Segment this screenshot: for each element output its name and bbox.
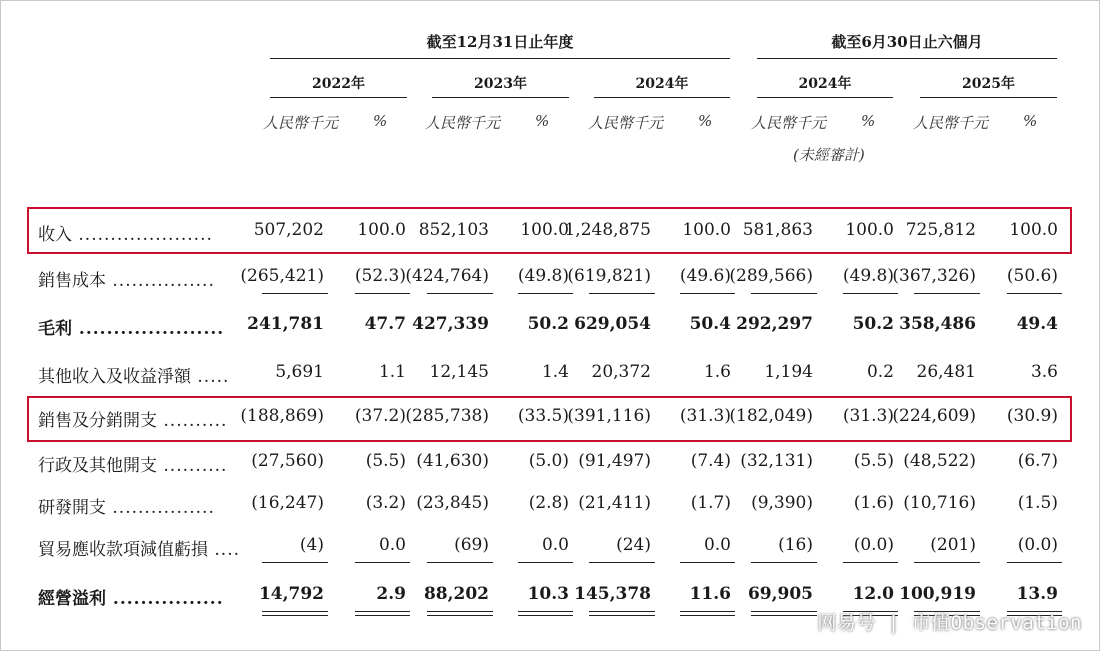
- total-double-underline: [427, 615, 493, 616]
- total-double-underline: [680, 611, 735, 612]
- cell-rd-expenses-col5: (1.7): [690, 493, 731, 513]
- cell-selling-distribution-expenses-col5: (31.3): [679, 406, 731, 426]
- cell-revenue-col5: 100.0: [682, 220, 731, 240]
- cell-gross-profit-col6: 292,297: [736, 314, 813, 334]
- cell-trade-receivables-impairment-col5: 0.0: [703, 535, 731, 555]
- cell-admin-other-expenses-col0: (27,560): [251, 451, 324, 471]
- unit-amount-2024-annual: 人民幣千元: [588, 114, 664, 132]
- subtotal-underline: [427, 562, 493, 563]
- cell-cost-of-sales-col5: (49.6): [679, 266, 731, 286]
- cell-cost-of-sales-col1: (52.3): [354, 266, 406, 286]
- cell-trade-receivables-impairment-col1: 0.0: [378, 535, 406, 555]
- row-label-text: 經營溢利: [38, 589, 106, 609]
- cell-other-income-col8: 26,481: [916, 362, 976, 382]
- subtotal-underline: [914, 562, 980, 563]
- cell-admin-other-expenses-col7: (5.5): [853, 451, 894, 471]
- cell-revenue-col9: 100.0: [1009, 220, 1058, 240]
- cell-other-income-col2: 12,145: [429, 362, 489, 382]
- cell-trade-receivables-impairment-col3: 0.0: [541, 535, 569, 555]
- cell-selling-distribution-expenses-col6: (182,049): [729, 406, 813, 426]
- row-label-text: 毛利: [38, 319, 72, 339]
- cell-gross-profit-col2: 427,339: [412, 314, 489, 334]
- cell-trade-receivables-impairment-col9: (0.0): [1017, 535, 1058, 555]
- cell-admin-other-expenses-col4: (91,497): [578, 451, 651, 471]
- cell-cost-of-sales-col6: (289,566): [729, 266, 813, 286]
- row-label-text: 其他收入及收益淨額: [38, 367, 191, 387]
- cell-rd-expenses-col6: (9,390): [751, 493, 813, 513]
- cell-trade-receivables-impairment-col6: (16): [778, 535, 813, 555]
- row-label-text: 貿易應收款項減值虧損: [38, 540, 208, 560]
- cell-trade-receivables-impairment-col8: (201): [930, 535, 976, 555]
- cell-cost-of-sales-col3: (49.8): [517, 266, 569, 286]
- unit-amount-2022: 人民幣千元: [263, 114, 339, 132]
- cell-revenue-col8: 725,812: [905, 220, 976, 240]
- subtotal-underline: [518, 293, 573, 294]
- unit-percent-2024-annual: %: [698, 112, 713, 130]
- cell-rd-expenses-col7: (1.6): [853, 493, 894, 513]
- unit-percent-2025: %: [1023, 112, 1038, 130]
- total-double-underline: [427, 611, 493, 612]
- row-label-cost-of-sales: [38, 266, 215, 291]
- dot-leader: ................: [106, 589, 224, 609]
- cell-revenue-col2: 852,103: [418, 220, 489, 240]
- total-double-underline: [262, 615, 328, 616]
- total-double-underline: [589, 615, 655, 616]
- year-header-2024-half: 2024年: [798, 76, 852, 92]
- dot-leader: .....................: [72, 319, 225, 339]
- unit-amount-2024-half: 人民幣千元: [751, 114, 827, 132]
- period-rule-six-months: [757, 58, 1057, 59]
- dot-leader: .....................: [72, 225, 213, 245]
- cell-rd-expenses-col2: (23,845): [416, 493, 489, 513]
- year-rule-2024-annual: [594, 97, 730, 98]
- row-label-text: 行政及其他開支: [38, 456, 157, 476]
- year-header-2023: 2023年: [474, 76, 527, 92]
- cell-revenue-col0: 507,202: [253, 220, 324, 240]
- total-double-underline: [589, 611, 655, 612]
- cell-cost-of-sales-col8: (367,326): [892, 266, 976, 286]
- period-rule-annual: [270, 58, 730, 59]
- cell-other-income-col9: 3.6: [1030, 362, 1058, 382]
- dot-leader: .....: [191, 367, 230, 387]
- cell-other-income-col1: 1.1: [378, 362, 406, 382]
- cell-operating-profit-col5: 11.6: [689, 584, 731, 604]
- cell-trade-receivables-impairment-col7: (0.0): [853, 535, 894, 555]
- year-header-2024-annual: 2024年: [635, 76, 689, 92]
- cell-selling-distribution-expenses-col8: (224,609): [892, 406, 976, 426]
- cell-operating-profit-col0: 14,792: [258, 584, 324, 604]
- cell-gross-profit-col8: 358,486: [899, 314, 976, 334]
- cell-revenue-col6: 581,863: [742, 220, 813, 240]
- year-rule-2024-half: [757, 97, 893, 98]
- subtotal-underline: [680, 293, 735, 294]
- period-header-annual: 截至12月31日止年度: [426, 33, 574, 51]
- total-double-underline: [262, 611, 328, 612]
- cell-revenue-col7: 100.0: [845, 220, 894, 240]
- subtotal-underline: [680, 562, 735, 563]
- row-label-rd-expenses: [38, 493, 215, 518]
- unit-percent-2022: %: [373, 112, 388, 130]
- cell-rd-expenses-col3: (2.8): [528, 493, 569, 513]
- cell-trade-receivables-impairment-col4: (24): [616, 535, 651, 555]
- unit-percent-2024-half: %: [861, 112, 876, 130]
- cell-cost-of-sales-col0: (265,421): [240, 266, 324, 286]
- cell-selling-distribution-expenses-col0: (188,869): [240, 406, 324, 426]
- subtotal-underline: [914, 293, 980, 294]
- dot-leader: ................: [106, 271, 215, 291]
- subtotal-underline: [262, 293, 328, 294]
- cell-admin-other-expenses-col6: (32,131): [740, 451, 813, 471]
- cell-trade-receivables-impairment-col2: (69): [454, 535, 489, 555]
- cell-operating-profit-col2: 88,202: [423, 584, 489, 604]
- cell-gross-profit-col0: 241,781: [247, 314, 324, 334]
- subtotal-underline: [843, 293, 898, 294]
- cell-other-income-col4: 20,372: [591, 362, 651, 382]
- cell-admin-other-expenses-col9: (6.7): [1017, 451, 1058, 471]
- subtotal-underline: [518, 562, 573, 563]
- cell-operating-profit-col8: 100,919: [899, 584, 976, 604]
- row-label-revenue: [38, 220, 213, 245]
- cell-admin-other-expenses-col2: (41,630): [416, 451, 489, 471]
- cell-cost-of-sales-col9: (50.6): [1006, 266, 1058, 286]
- subtotal-underline: [262, 562, 328, 563]
- cell-gross-profit-col5: 50.4: [689, 314, 731, 334]
- cell-rd-expenses-col4: (21,411): [578, 493, 651, 513]
- cell-selling-distribution-expenses-col9: (30.9): [1006, 406, 1058, 426]
- cell-other-income-col5: 1.6: [703, 362, 731, 382]
- cell-rd-expenses-col9: (1.5): [1017, 493, 1058, 513]
- cell-other-income-col6: 1,194: [764, 362, 813, 382]
- cell-admin-other-expenses-col1: (5.5): [365, 451, 406, 471]
- subtotal-underline: [589, 293, 655, 294]
- dot-leader: ................: [106, 498, 215, 518]
- unit-amount-2023: 人民幣千元: [425, 114, 501, 132]
- total-double-underline: [751, 615, 817, 616]
- total-double-underline: [680, 615, 735, 616]
- cell-selling-distribution-expenses-col2: (285,738): [405, 406, 489, 426]
- cell-gross-profit-col3: 50.2: [527, 314, 569, 334]
- dot-leader: ....: [208, 540, 241, 560]
- unit-amount-2025: 人民幣千元: [913, 114, 989, 132]
- cell-operating-profit-col9: 13.9: [1016, 584, 1058, 604]
- year-rule-2025: [920, 97, 1057, 98]
- year-rule-2022: [270, 97, 407, 98]
- row-label-text: 銷售成本: [38, 271, 106, 291]
- subtotal-underline: [843, 562, 898, 563]
- row-label-text: 研發開支: [38, 498, 106, 518]
- cell-cost-of-sales-col7: (49.8): [842, 266, 894, 286]
- subtotal-underline: [427, 293, 493, 294]
- subtotal-underline: [355, 562, 410, 563]
- cell-admin-other-expenses-col8: (48,522): [903, 451, 976, 471]
- period-header-six-months: 截至6月30日止六個月: [831, 33, 983, 51]
- total-double-underline: [751, 611, 817, 612]
- cell-cost-of-sales-col4: (619,821): [567, 266, 651, 286]
- cell-operating-profit-col7: 12.0: [852, 584, 894, 604]
- cell-selling-distribution-expenses-col7: (31.3): [842, 406, 894, 426]
- cell-operating-profit-col4: 145,378: [574, 584, 651, 604]
- year-header-2025: 2025年: [962, 76, 1015, 92]
- cell-admin-other-expenses-col3: (5.0): [528, 451, 569, 471]
- total-double-underline: [355, 611, 410, 612]
- cell-rd-expenses-col0: (16,247): [251, 493, 324, 513]
- row-label-text: 銷售及分銷開支: [38, 411, 157, 431]
- cell-gross-profit-col9: 49.4: [1016, 314, 1058, 334]
- subtotal-underline: [355, 293, 410, 294]
- cell-operating-profit-col1: 2.9: [376, 584, 406, 604]
- cell-rd-expenses-col1: (3.2): [365, 493, 406, 513]
- total-double-underline: [518, 615, 573, 616]
- cell-other-income-col7: 0.2: [866, 362, 894, 382]
- watermark: 网易号 | 市值Observation: [817, 612, 1082, 634]
- unit-percent-2023: %: [535, 112, 550, 130]
- subtotal-underline: [751, 293, 817, 294]
- subtotal-underline: [589, 562, 655, 563]
- cell-operating-profit-col3: 10.3: [527, 584, 569, 604]
- subtotal-underline: [751, 562, 817, 563]
- dot-leader: ..........: [157, 456, 228, 476]
- cell-revenue-col4: 1,248,875: [564, 220, 651, 240]
- cell-gross-profit-col1: 47.7: [364, 314, 406, 334]
- total-double-underline: [518, 611, 573, 612]
- total-double-underline: [355, 615, 410, 616]
- cell-selling-distribution-expenses-col3: (33.5): [517, 406, 569, 426]
- year-header-2022: 2022年: [312, 76, 365, 92]
- row-label-text: 收入: [38, 225, 72, 245]
- subtotal-underline: [1007, 293, 1062, 294]
- cell-cost-of-sales-col2: (424,764): [405, 266, 489, 286]
- cell-gross-profit-col4: 629,054: [574, 314, 651, 334]
- cell-selling-distribution-expenses-col4: (391,116): [567, 406, 651, 426]
- cell-gross-profit-col7: 50.2: [852, 314, 894, 334]
- cell-revenue-col3: 100.0: [520, 220, 569, 240]
- unaudited-note: (未經審計): [793, 146, 865, 164]
- cell-revenue-col1: 100.0: [357, 220, 406, 240]
- cell-operating-profit-col6: 69,905: [747, 584, 813, 604]
- cell-admin-other-expenses-col5: (7.4): [690, 451, 731, 471]
- dot-leader: ..........: [157, 411, 228, 431]
- year-rule-2023: [432, 97, 569, 98]
- cell-other-income-col0: 5,691: [275, 362, 324, 382]
- cell-rd-expenses-col8: (10,716): [903, 493, 976, 513]
- cell-trade-receivables-impairment-col0: (4): [299, 535, 324, 555]
- cell-selling-distribution-expenses-col1: (37.2): [354, 406, 406, 426]
- subtotal-underline: [1007, 562, 1062, 563]
- cell-other-income-col3: 1.4: [541, 362, 569, 382]
